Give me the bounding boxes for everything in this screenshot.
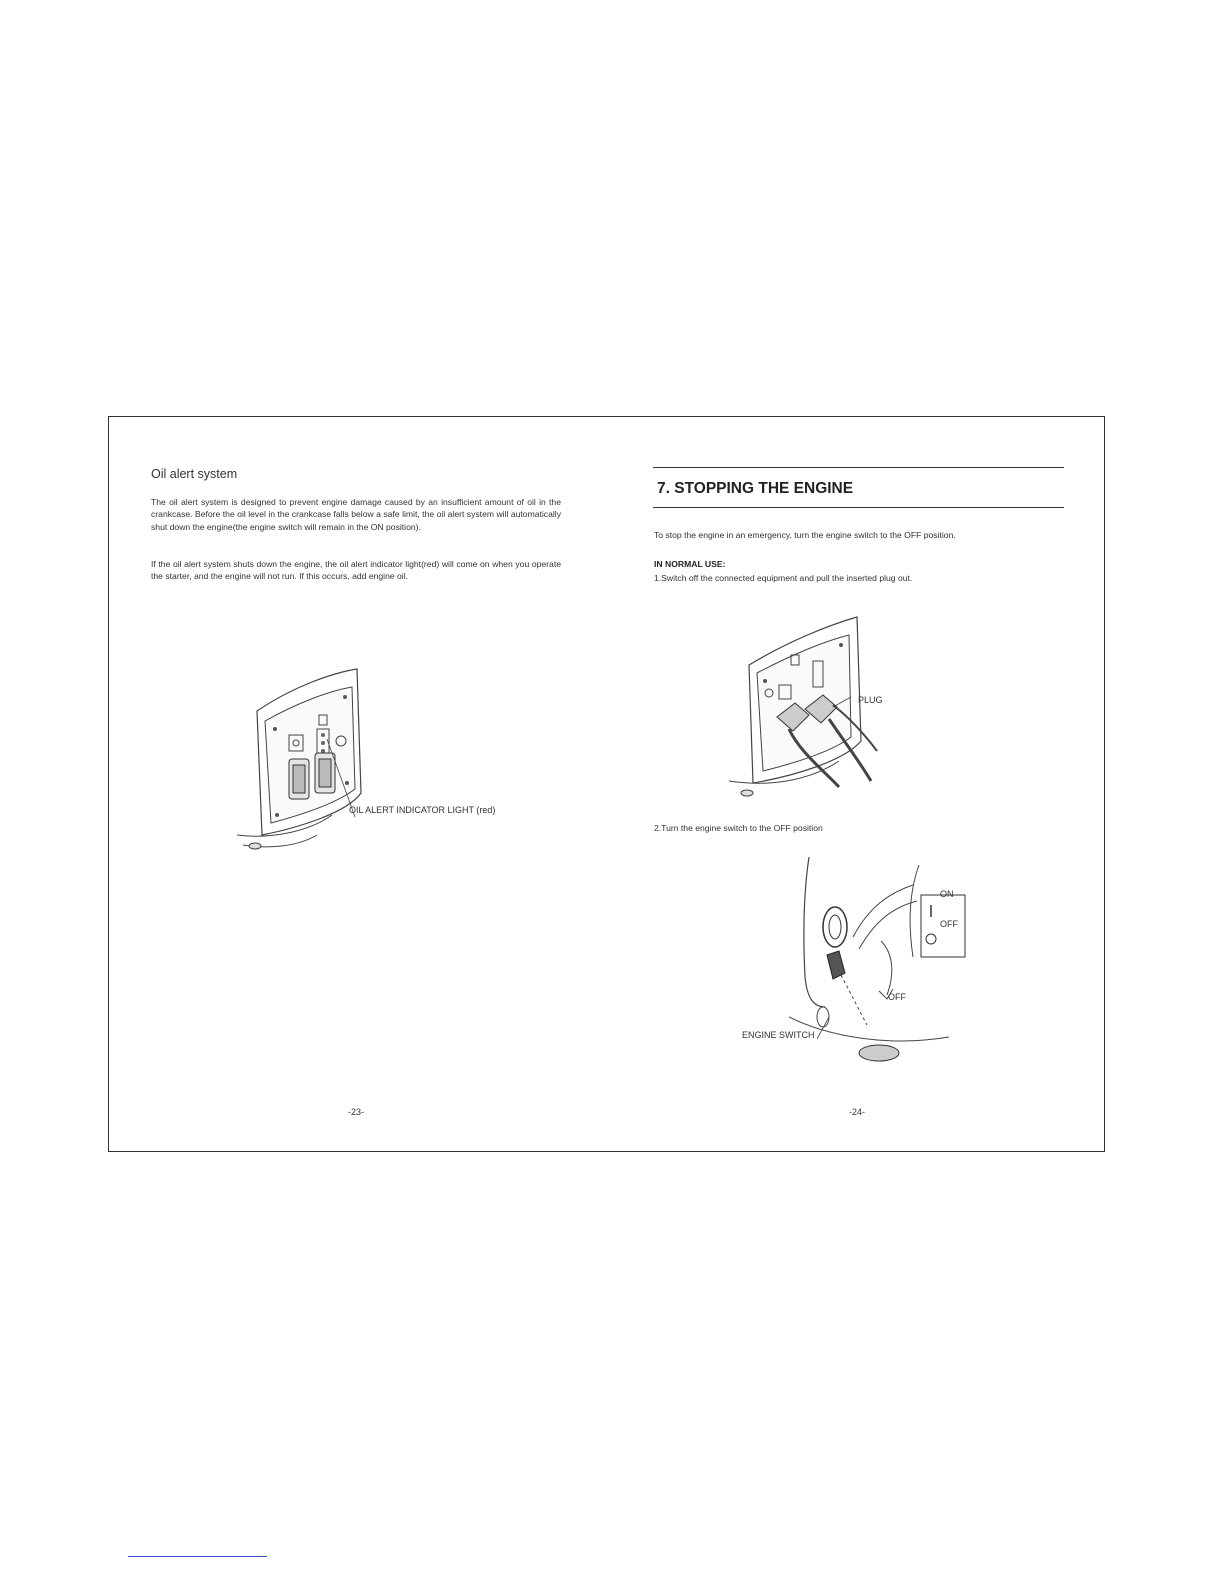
title-rule-bottom <box>653 507 1064 508</box>
engine-switch-illustration <box>789 857 989 1073</box>
plug-label: PLUG <box>858 695 883 705</box>
plug-removal-illustration <box>729 611 879 807</box>
page-number-left: -23- <box>348 1107 365 1117</box>
page-23 <box>109 417 607 1151</box>
emergency-stop-text: To stop the engine in an emergency, turn the engine switch to the OFF position. <box>654 530 956 540</box>
oil-alert-paragraph-2: If the oil alert system shuts down the engine, the oil alert indicator light(red) will come on when you operate the starter, and the engine will not run. If this occurs, add engine oil. <box>151 559 561 582</box>
switch-on-label: ON <box>940 889 954 899</box>
footer-link-underline[interactable] <box>128 1556 267 1557</box>
normal-use-heading: IN NORMAL USE: <box>654 559 726 569</box>
manual-spread <box>108 416 1105 1152</box>
section-title: 7. STOPPING THE ENGINE <box>657 480 854 497</box>
oil-alert-subheading: Oil alert system <box>151 467 238 481</box>
switch-off-label: OFF <box>940 919 958 929</box>
arrow-off-label: OFF <box>888 992 906 1002</box>
title-rule-top <box>653 467 1064 468</box>
control-panel-illustration <box>237 663 367 853</box>
step-2-text: 2.Turn the engine switch to the OFF position <box>654 823 823 833</box>
oil-alert-paragraph-1: The oil alert system is designed to prevent engine damage caused by an insufficient amount of oil in the crankcase. Before the oil level in the crankcase falls below a safe limit, the oil alert system will automatically shut down the engine(the engine switch will remain in the ON position). <box>151 497 561 532</box>
step-1-text: 1.Switch off the connected equipment and pull the inserted plug out. <box>654 573 913 583</box>
engine-switch-label: ENGINE SWITCH <box>742 1030 815 1040</box>
oil-alert-indicator-label: OIL ALERT INDICATOR LIGHT (red) <box>349 805 496 815</box>
page-number-right: -24- <box>849 1107 866 1117</box>
page-24 <box>607 417 1104 1151</box>
